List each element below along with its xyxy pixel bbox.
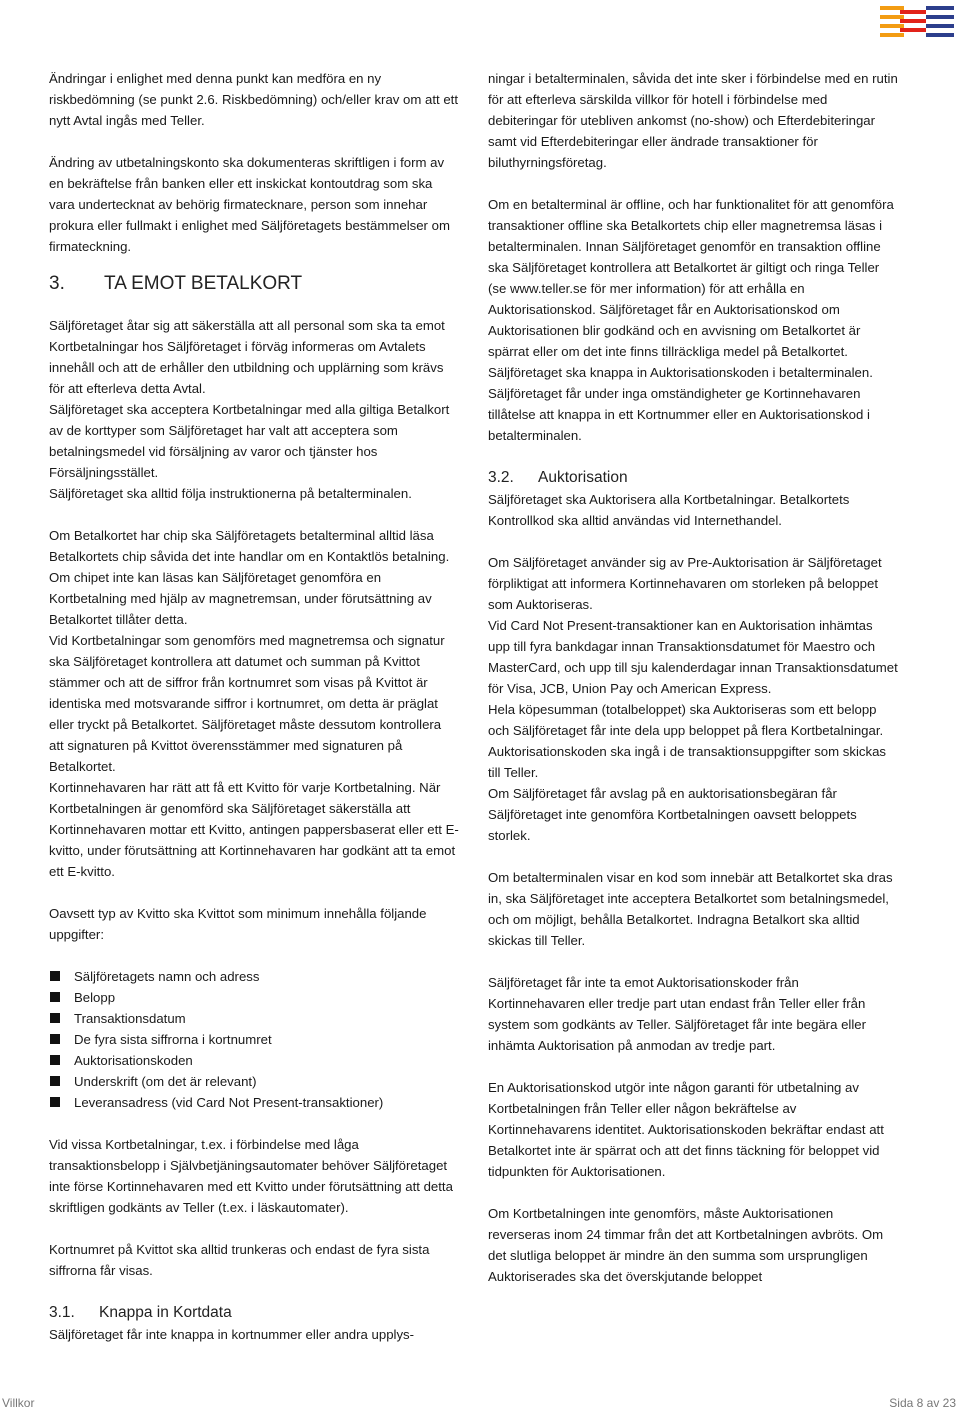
- list-item: Underskrift (om det är relevant): [49, 1071, 459, 1092]
- paragraph: En Auktorisationskod utgör inte någon garanti för utbetalning av Kortbetalningen från Teller eller någon bekräftelse av Kortinnehavarens identitet. Auktorisationskoden bekräftar endast att Betalkortet inte är spärrat och att det finns täckning för beloppet vid tidpunkten för Auktorisationen.: [488, 1080, 884, 1179]
- list-item: De fyra sista siffrorna i kortnumret: [49, 1029, 459, 1050]
- paragraph: Kortinnehavaren har rätt att få ett Kvitto för varje Kortbetalning. När Kortbetalningen är genomförd ska Säljföretaget säkerställa att Kortinnehavaren mottar ett Kvitto, antingen pappersbaserat eller ett E-kvitto, under förutsättning att Kortinnehavaren har godkänt att ta emot ett E-kvitto.: [49, 780, 459, 879]
- paragraph: Om Säljföretaget får avslag på en auktorisationsbegäran får Säljföretaget inte genomföra Kortbetalningen oavsett beloppets storlek.: [488, 786, 857, 843]
- paragraph: Kortnumret på Kvittot ska alltid trunkeras och endast de fyra sista siffrorna får visas.: [49, 1242, 430, 1278]
- paragraph: Auktorisationskoden ska ingå i de transaktionsuppgifter som skickas till Teller.: [488, 744, 887, 780]
- paragraph: Om Betalkortet har chip ska Säljföretagets betalterminal alltid läsa Betalkortets chip såvida det inte handlar om en Kontaktlös betalning. Om chipet inte kan läsas kan Säljföretaget genomföra en Kortbetalning med hjälp av magnetremsan, under förutsättning av Betalkortet tillåter detta.: [49, 528, 450, 627]
- paragraph: Vid vissa Kortbetalningar, t.ex. i förbindelse med låga transaktionsbelopp i Självbetjäningsautomater behöver Säljföretaget inte förse Kortinnehavaren med ett Kvitto under förutsättning att detta skriftligen godkänts av Teller (t.ex. i läskautomater).: [49, 1137, 453, 1215]
- list-item: Belopp: [49, 987, 459, 1008]
- paragraph: Om Kortbetalningen inte genomförs, måste Auktorisationen reverseras inom 24 timmar från det att Kortbetalningen avbröts. Om det slutliga beloppet är mindre än den summa som ursprungligen Auktoriserades ska det överskjutande beloppet: [488, 1206, 884, 1284]
- list-item: Leveransadress (vid Card Not Present-transaktioner): [49, 1092, 459, 1113]
- square-bullet-icon: [50, 1097, 60, 1107]
- paragraph: Säljföretaget får inte ta emot Auktorisationskoder från Kortinnehavaren eller tredje part utan endast från Teller eller från system som godkänts av Teller. Säljföretaget får inte begära eller inhämta Auktorisation på anmodan av tredje part.: [488, 975, 866, 1053]
- paragraph: Säljföretaget åtar sig att säkerställa att all personal som ska ta emot Kortbetalningar hos Säljföretaget i förväg informeras om Avtalets innehåll och att de erhåller den utbildning och upplärning som krävs för att efterleva detta Avtal.: [49, 318, 445, 396]
- page-number: Sida 8 av 23: [889, 1396, 956, 1410]
- square-bullet-icon: [50, 1055, 60, 1065]
- right-column: [488, 68, 898, 1287]
- section-3-heading: [49, 271, 459, 297]
- paragraph: Hela köpesumman (totalbeloppet) ska Auktoriseras som ett belopp och Säljföretaget får inte dela upp beloppet på flera Kortbetalningar.: [488, 702, 884, 738]
- list-item: Säljföretagets namn och adress: [49, 966, 459, 987]
- left-column: [49, 68, 459, 1345]
- square-bullet-icon: [50, 1013, 60, 1023]
- section-number: 3.2.: [488, 469, 514, 486]
- paragraph: ningar i betalterminalen, såvida det inte sker i förbindelse med en rutin för att efterleva särskilda villkor för hotell i förbindelse med debiteringar för utebliven ankomst (no-show) och Efterdebiteringar samt vid Efterdebiteringar eller ändrade transaktioner för biluthyrningsföretag.: [488, 71, 898, 170]
- square-bullet-icon: [50, 1076, 60, 1086]
- paragraph: Om en betalterminal är offline, och har funktionalitet för att genomföra transaktioner offline ska Betalkortets chip eller magnetremsa läsas i betalterminalen. Innan Säljföretaget genomför en transaktion offline ska Säljföretaget kontrollera att Betalkortet är giltigt och ringa Teller (se www.teller.se för mer information) för att erhålla en Auktorisationskod. Säljföretaget får en Auktorisationskod om Auktorisationen blir godkänd och en avvisning om Betalkortet är spärrat eller om det inte finns tillräckliga medel på Betalkortet. Säljföretaget ska knappa in Auktorisationskoden i betalterminalen. Säljföretaget får under inga omständigheter ge Kortinnehavaren tillåtelse att knappa in ett Kortnummer eller en Auktorisationskod i betalterminalen.: [488, 197, 894, 443]
- square-bullet-icon: [50, 1034, 60, 1044]
- section-number: 3.: [49, 273, 65, 294]
- square-bullet-icon: [50, 971, 60, 981]
- paragraph: Säljföretaget ska alltid följa instruktionerna på betalterminalen.: [49, 486, 412, 501]
- paragraph: Om Säljföretaget använder sig av Pre-Auktorisation är Säljföretaget förpliktigat att informera Kortinnehavaren om storleken på beloppet som Auktoriseras.: [488, 555, 882, 612]
- paragraph: Säljföretaget ska acceptera Kortbetalningar med alla giltiga Betalkort av de korttyper som Säljföretaget har valt att acceptera som betalningsmedel vid försäljning av varor och tjänster hos Försäljningsstället.: [49, 402, 450, 480]
- section-3-1-heading: [49, 1302, 459, 1324]
- paragraph: Ändring av utbetalningskonto ska dokumenteras skriftligen i form av en bekräftelse från banken eller ett inskickat kontoutdrag som ska vara undertecknat av behörig firmatecknare, person som innehar prokura eller fullmakt i enlighet med Säljföretagets bestämmelser om firmateckning.: [49, 155, 450, 254]
- footer-document-title: Villkor: [2, 1396, 35, 1410]
- list-item: Transaktionsdatum: [49, 1008, 459, 1029]
- paragraph: Säljföretaget ska Auktorisera alla Kortbetalningar. Betalkortets Kontrollkod ska alltid användas vid Internethandel.: [488, 492, 850, 528]
- paragraph: Vid Kortbetalningar som genomförs med magnetremsa och signatur ska Säljföretaget kontrollera att datumet och summan på Kvittot stämmer och att de siffror från kortnumret som visas på Kvittot är identiska med motsvarande siffror i kortnumret, om detta är präglat eller tryckt på Betalkortet. Säljföretaget måste dessutom kontrollera att signaturen på Kvittot överensstämmer med signaturen på Betalkortet.: [49, 633, 445, 774]
- section-3-2-heading: [488, 467, 898, 489]
- paragraph: Om betalterminalen visar en kod som innebär att Betalkortet ska dras in, ska Säljföretaget inte acceptera Betalkortet som betalningsmedel, och om möjligt, behålla Betalkortet. Indragna Betalkort ska alltid skickas till Teller.: [488, 870, 893, 948]
- paragraph: Oavsett typ av Kvitto ska Kvittot som minimum innehålla följande uppgifter:: [49, 906, 427, 942]
- paragraph: Säljföretaget får inte knappa in kortnummer eller andra upplys-: [49, 1327, 415, 1342]
- square-bullet-icon: [50, 992, 60, 1002]
- list-item: Auktorisationskoden: [49, 1050, 459, 1071]
- paragraph: Vid Card Not Present-transaktioner kan en Auktorisation inhämtas upp till fyra bankdagar innan Transaktionsdatumet för Maestro och MasterCard, och upp till sju kalenderdagar innan Transaktionsdatumet för Visa, JCB, Union Pay och American Express.: [488, 618, 898, 696]
- receipt-requirements-list: [49, 966, 459, 1113]
- section-number: 3.1.: [49, 1304, 75, 1321]
- teller-logo: [880, 6, 954, 38]
- section-title: Knappa in Kortdata: [99, 1304, 232, 1321]
- section-title: Auktorisation: [538, 469, 628, 486]
- section-title: TA EMOT BETALKORT: [104, 273, 303, 294]
- paragraph: Ändringar i enlighet med denna punkt kan medföra en ny riskbedömning (se punkt 2.6. Riskbedömning) och/eller krav om att ett nytt Avtal ingås med Teller.: [49, 71, 459, 128]
